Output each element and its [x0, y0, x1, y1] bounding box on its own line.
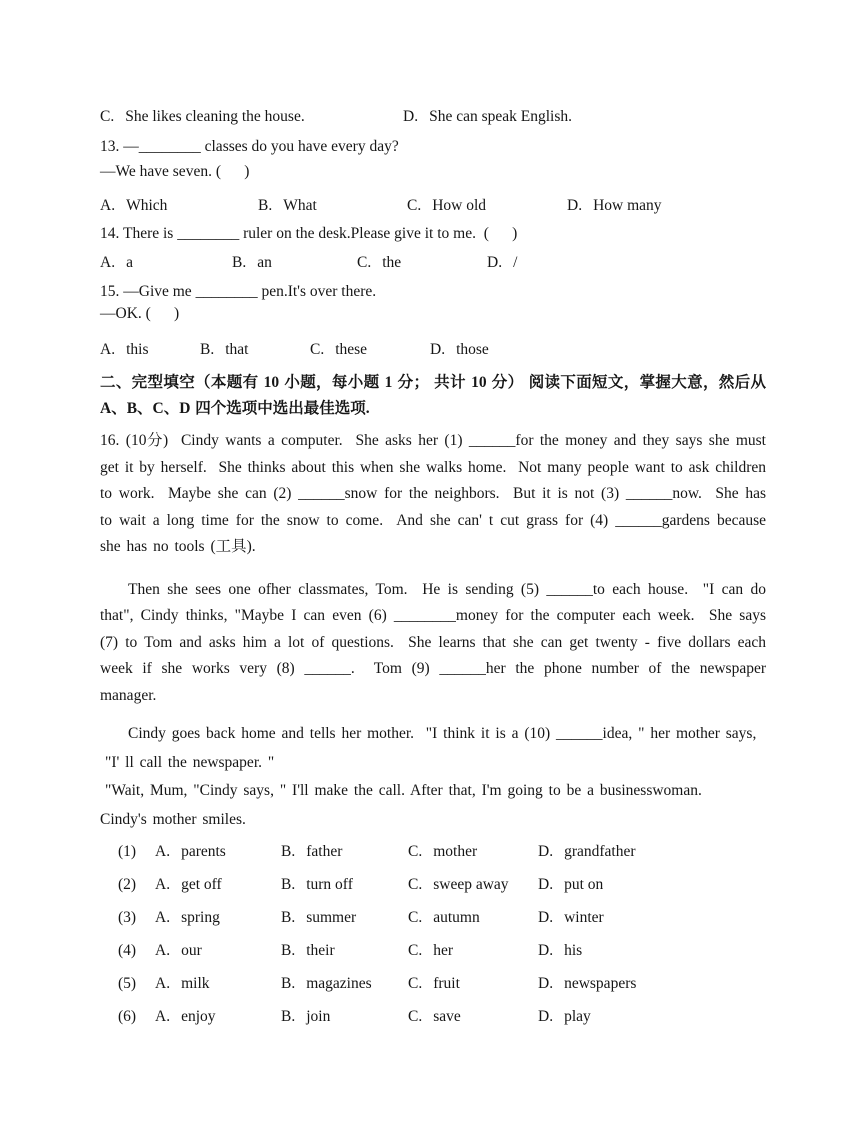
option-text: a [126, 254, 133, 271]
option-d [538, 940, 766, 962]
option-label: A. [155, 843, 171, 860]
option-text: get off [181, 876, 222, 893]
option-text: magazines [306, 975, 372, 992]
option-text: autumn [433, 909, 480, 926]
question13-stem-line2: —We have seven. ( ) [100, 163, 250, 180]
question13-stem: 13. —________ classes do you have every day? [100, 138, 399, 155]
option-c [408, 940, 538, 962]
option-label: D. [538, 876, 554, 893]
question15-stem: 15. —Give me ________ pen.It's over there. [100, 283, 377, 300]
option-label: C. [408, 975, 423, 992]
option-d [538, 874, 766, 896]
option-label: B. [281, 876, 296, 893]
option-b [258, 195, 407, 217]
option-text: her [433, 942, 454, 959]
cloze-paragraph-1: 16. (10分) Cindy wants a computer. She asks her (1) ______for the money and they says she must get it by herself. She thinks about this when she walks home. Not many people want to ask children to work. Maybe she can (2) ______snow for the neighbors. But it is not (3) ______now. She has to wait a long time for the snow to come. And she can' t cut grass for (4) ______gardens because she has no tools (工具). [100, 432, 766, 555]
option-a [155, 874, 281, 896]
cloze-option-row-2 [118, 874, 766, 896]
question13-options-row [100, 195, 766, 217]
option-text: father [306, 843, 343, 860]
option-text: milk [181, 975, 210, 992]
option-c [407, 195, 567, 217]
option-text: fruit [433, 975, 460, 992]
option-label: A. [100, 341, 116, 358]
option-text: spring [181, 909, 220, 926]
option-text: turn off [306, 876, 353, 893]
option-label: C. [310, 341, 325, 358]
option-c [408, 1006, 538, 1028]
option-label: D. [487, 254, 503, 271]
cloze-paragraph-3-quote: "I' ll call the newspaper. " [105, 753, 275, 771]
question15-options-row [100, 339, 766, 361]
cloze-option-row-5 [118, 973, 766, 995]
option-c [408, 841, 538, 863]
option-text: She can speak English. [429, 108, 572, 125]
option-text: their [306, 942, 335, 959]
option-label: A. [100, 254, 116, 271]
option-b [281, 907, 408, 929]
option-label: C. [408, 876, 423, 893]
cloze-option-row-3 [118, 907, 766, 929]
cloze-number: (4) [118, 942, 137, 959]
option-a [155, 940, 281, 962]
option-label: C. [408, 942, 423, 959]
option-c [310, 339, 430, 361]
option-label: D. [538, 843, 554, 860]
option-label: C. [357, 254, 372, 271]
cloze-number: (5) [118, 975, 137, 992]
option-label: B. [281, 843, 296, 860]
option-text: What [283, 197, 317, 214]
option-label: C. [408, 843, 423, 860]
option-text: How many [593, 197, 662, 214]
cloze-paragraph-4-end: Cindy's mother smiles. [100, 810, 246, 828]
option-a [155, 973, 281, 995]
option-a [155, 841, 281, 863]
cloze-option-row-1 [118, 841, 766, 863]
option-text: play [564, 1008, 591, 1025]
option-text: the [382, 254, 402, 271]
option-label: A. [155, 909, 171, 926]
option-label: D. [538, 975, 554, 992]
option-text: winter [564, 909, 604, 926]
option-label: A. [155, 975, 171, 992]
option-text: save [433, 1008, 461, 1025]
option-c [408, 973, 538, 995]
question15-stem-line2: —OK. ( ) [100, 305, 180, 322]
option-d [403, 106, 766, 128]
option-text: How old [432, 197, 487, 214]
option-label: C. [408, 1008, 423, 1025]
option-b [281, 1006, 408, 1028]
option-text: summer [306, 909, 357, 926]
option-label: B. [281, 1008, 296, 1025]
option-label: C. [407, 197, 422, 214]
cloze-options-block [100, 841, 766, 1028]
option-text: our [181, 942, 202, 959]
option-b [281, 874, 408, 896]
option-text: grandfather [564, 843, 636, 860]
option-label: D. [567, 197, 583, 214]
option-text: newspapers [564, 975, 637, 992]
option-label: A. [155, 1008, 171, 1025]
cloze-number: (2) [118, 876, 137, 893]
section2-heading: 二、完型填空（本题有 10 小题，每小题 1 分； 共计 10 分） 阅读下面短文，掌握大意，然后从 A、B、C、D 四个选项中选出最佳选项. [100, 374, 766, 417]
option-d [538, 841, 766, 863]
option-text: She likes cleaning the house. [125, 108, 305, 125]
option-text: sweep away [433, 876, 509, 893]
cloze-paragraph-2: Then she sees one ofher classmates, Tom. He is sending (5) ______to each house. "I can do that", Cindy thinks, "Maybe I can even (6) ________money for the computer each week. She says (7) to Tom and asks him a lot of questions. She learns that she can get twenty - five dollars each week if she works very (8) ______. Tom (9) ______her the phone number of the newspaper manager. [100, 580, 766, 704]
option-a [100, 339, 200, 361]
option-a [100, 252, 232, 274]
option-text: Which [126, 197, 168, 214]
option-label: D. [538, 1008, 554, 1025]
option-label: B. [281, 909, 296, 926]
option-label: D. [538, 909, 554, 926]
option-text: / [513, 254, 518, 271]
option-label: B. [258, 197, 273, 214]
option-text: put on [564, 876, 604, 893]
option-c [100, 106, 403, 128]
cloze-number: (1) [118, 843, 137, 860]
option-label: A. [155, 942, 171, 959]
option-text: parents [181, 843, 226, 860]
option-d [430, 339, 766, 361]
option-b [281, 973, 408, 995]
cloze-number: (3) [118, 909, 137, 926]
option-label: C. [100, 108, 115, 125]
option-text: join [306, 1008, 331, 1025]
cloze-number: (6) [118, 1008, 137, 1025]
option-b [232, 252, 357, 274]
option-d [538, 907, 766, 929]
cloze-option-row-4 [118, 940, 766, 962]
option-a [100, 195, 258, 217]
option-label: A. [155, 876, 171, 893]
option-label: A. [100, 197, 116, 214]
question14-stem: 14. There is ________ ruler on the desk.Please give it to me. ( ) [100, 225, 518, 242]
option-text: enjoy [181, 1008, 216, 1025]
option-c [408, 874, 538, 896]
option-b [281, 940, 408, 962]
option-d [538, 1006, 766, 1028]
option-label: B. [232, 254, 247, 271]
option-text: that [225, 341, 249, 358]
cloze-paragraph-4: "Wait, Mum, "Cindy says, " I'll make the call. After that, I'm going to be a businesswoman. [105, 782, 702, 799]
option-label: B. [281, 975, 296, 992]
option-label: D. [430, 341, 446, 358]
cloze-paragraph-3: Cindy goes back home and tells her mother. "I think it is a (10) ______idea, " her mother says, [128, 725, 757, 742]
option-d [567, 195, 766, 217]
question12-answer-row [100, 106, 766, 128]
option-label: B. [281, 942, 296, 959]
option-label: D. [403, 108, 419, 125]
option-text: an [257, 254, 272, 271]
option-c [408, 907, 538, 929]
option-text: these [335, 341, 368, 358]
option-text: mother [433, 843, 478, 860]
option-label: B. [200, 341, 215, 358]
cloze-option-row-6 [118, 1006, 766, 1028]
option-a [155, 1006, 281, 1028]
option-text: this [126, 341, 149, 358]
option-text: his [564, 942, 583, 959]
option-label: D. [538, 942, 554, 959]
option-c [357, 252, 487, 274]
option-b [281, 841, 408, 863]
option-a [155, 907, 281, 929]
option-d [487, 252, 766, 274]
option-d [538, 973, 766, 995]
question14-options-row [100, 252, 766, 274]
option-text: those [456, 341, 489, 358]
option-label: C. [408, 909, 423, 926]
option-b [200, 339, 310, 361]
